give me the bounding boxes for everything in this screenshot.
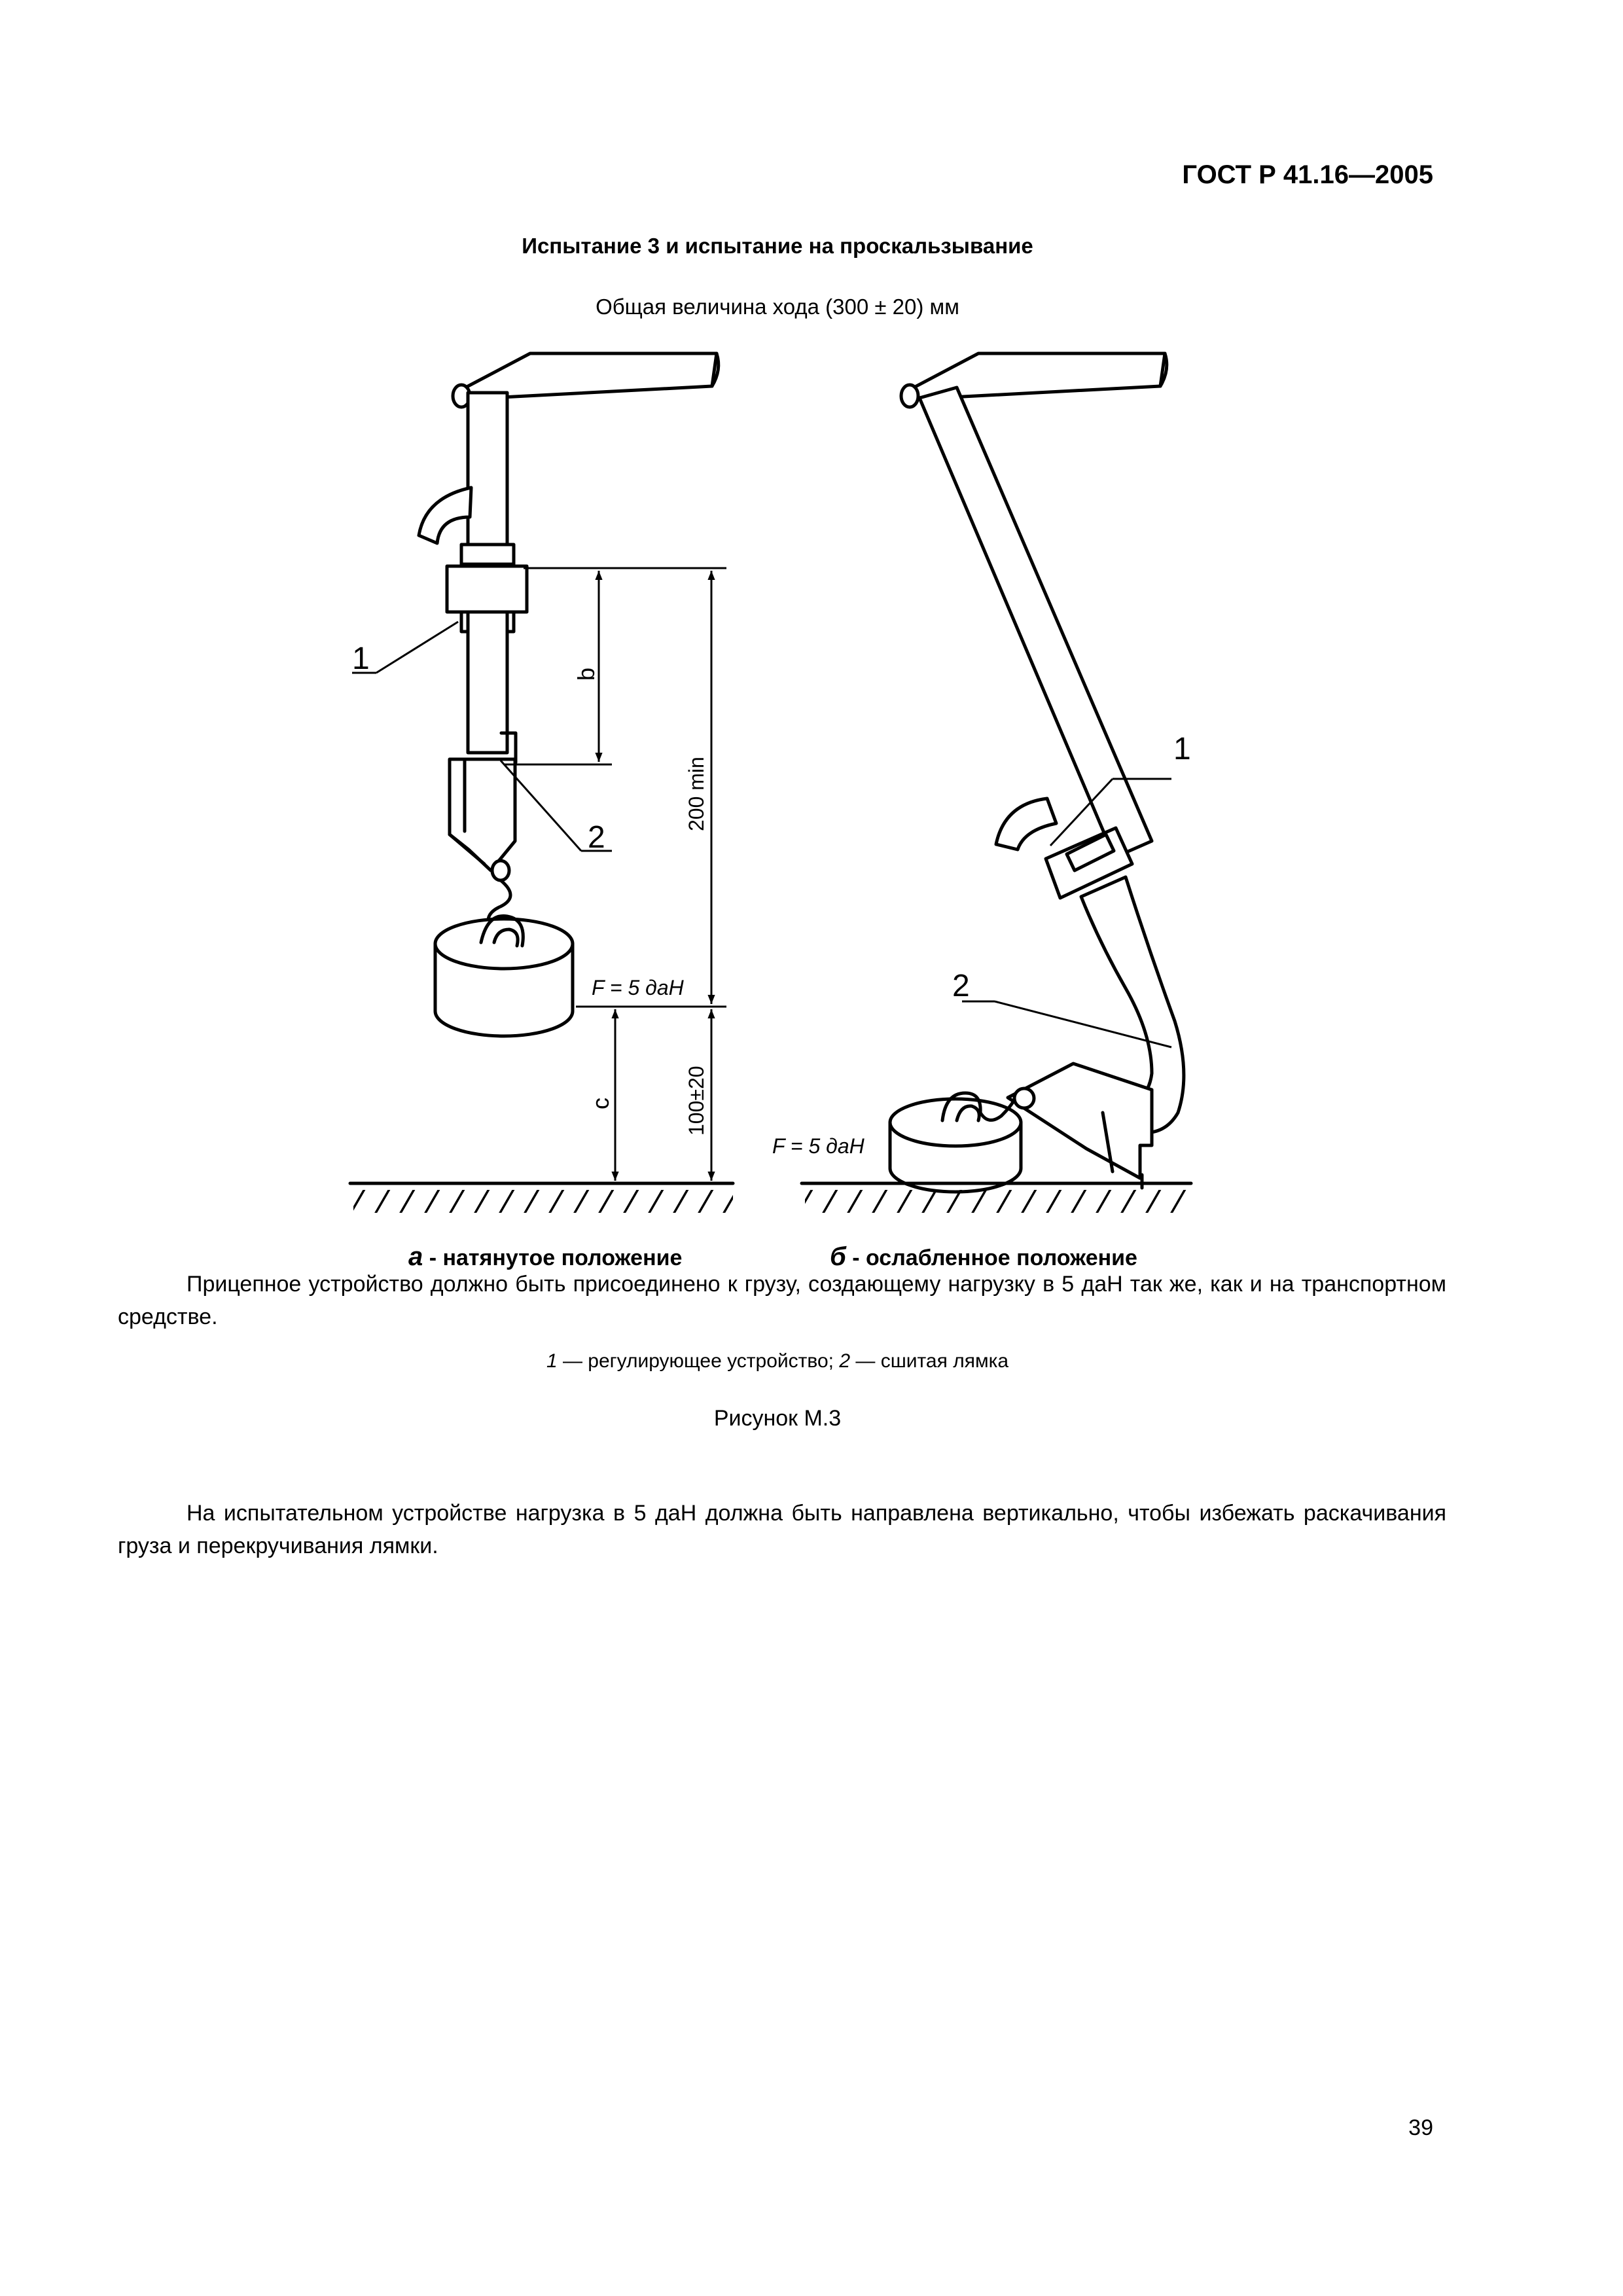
page-number: 39 xyxy=(1408,2115,1433,2140)
dimension-b-label: b xyxy=(573,667,599,681)
diagram-tensioned xyxy=(347,353,740,1232)
legend-num-2: 2 xyxy=(839,1350,851,1372)
paragraph-load-direction: На испытательном устройстве нагрузка в 5 даН должна быть направлена вертикально, чтобы избежать раскачивания груза и перекручивания лямки. xyxy=(118,1501,1446,1558)
subcaption-b-text: - ослабленное положение xyxy=(846,1246,1137,1270)
callout-1-b: 1 xyxy=(1173,732,1191,766)
callout-2-a: 2 xyxy=(588,820,605,855)
force-label-a: F = 5 даН xyxy=(592,976,684,999)
dimension-200-label: 200 min xyxy=(685,757,708,831)
standard-code: ГОСТ Р 41.16—2005 xyxy=(1182,160,1433,189)
dimension-c-label: c xyxy=(587,1098,614,1109)
force-label-b: F = 5 даН xyxy=(772,1134,865,1158)
legend-text-1: — регулирующее устройство; xyxy=(557,1350,840,1372)
paragraph-attachment: Прицепное устройство должно быть присоединено к грузу, создающему нагрузку в 5 даН так же, как и на транспортном средстве. xyxy=(118,1272,1446,1329)
subcaption-b-letter: б xyxy=(830,1242,846,1271)
legend-num-1: 1 xyxy=(546,1350,558,1372)
subcaption-b xyxy=(830,1242,1137,1271)
figure-legend xyxy=(0,1350,1555,1372)
figure-caption: Рисунок М.3 xyxy=(713,1406,842,1431)
dimension-100-label: 100±20 xyxy=(685,1066,708,1136)
figure-subtitle: Общая величина хода (300 ± 20) мм xyxy=(596,295,959,319)
subcaption-a xyxy=(408,1242,682,1271)
figure-title: Испытание 3 и испытание на проскальзывание xyxy=(522,234,1033,258)
diagram-slack xyxy=(772,353,1198,1232)
subcaption-a-text: - натянутое положение xyxy=(423,1246,683,1270)
subcaption-a-letter: а xyxy=(408,1242,423,1271)
callout-1-a: 1 xyxy=(352,641,370,676)
legend-text-2: — сшитая лямка xyxy=(850,1350,1009,1372)
callout-2-b: 2 xyxy=(952,969,970,1003)
